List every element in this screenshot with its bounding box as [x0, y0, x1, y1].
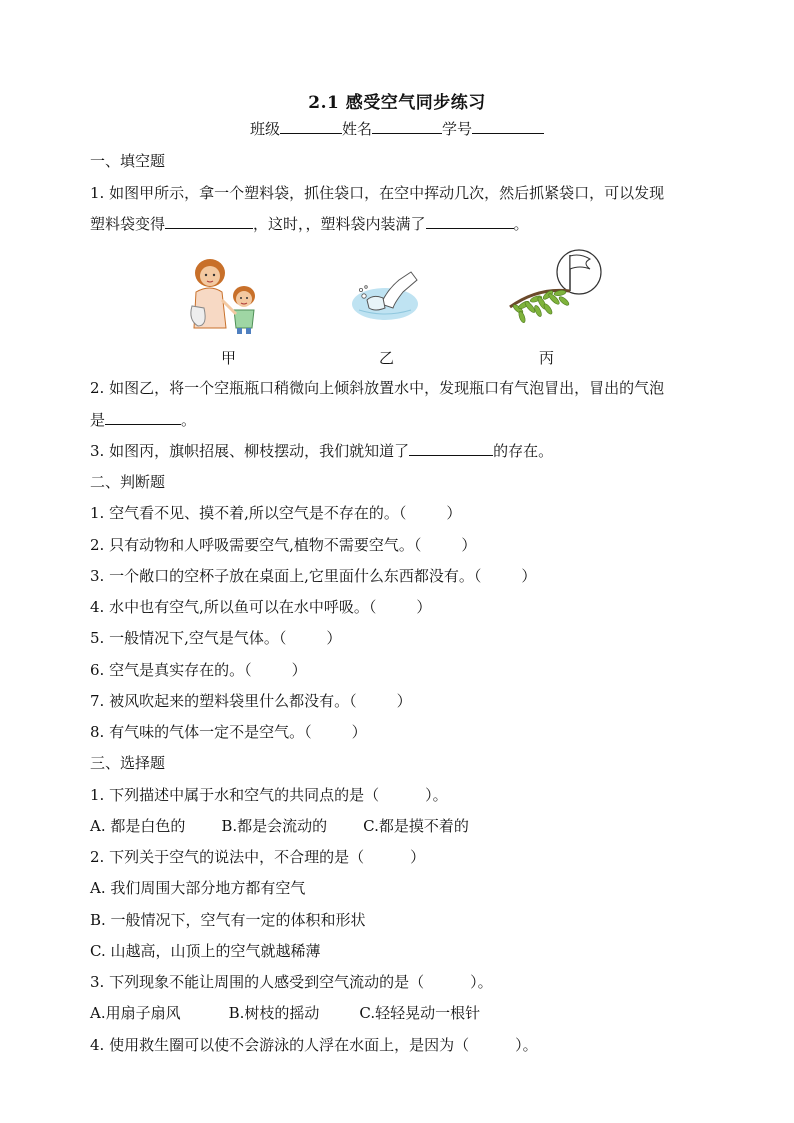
fill-q1-line2: 塑料袋变得 ，这时，，塑料袋内装满了 。 [90, 215, 529, 233]
choice-q2-opt-a: A. 我们周围大部分地方都有空气 [90, 879, 306, 897]
choice-q1-opt-c: C.都是摸不着的 [363, 817, 469, 835]
judge-item-7: 7. 被风吹起来的塑料袋里什么都没有。（ ） [90, 692, 412, 710]
judge-item-8: 8. 有气味的气体一定不是空气。（ ） [90, 723, 367, 741]
class-blank [280, 119, 342, 134]
choice-q3-opt-c: C.轻轻晃动一根针 [359, 1004, 481, 1022]
fill-q2-line1: 2. 如图乙，将一个空瓶瓶口稍微向上倾斜放置水中，发现瓶口有气泡冒出，冒出的气泡 [90, 379, 665, 397]
fill-q3: 3. 如图丙，旗帜招展、柳枝摆动，我们就知道了 的存在。 [90, 442, 554, 460]
section-judge-heading: 二、判断题 [90, 473, 166, 491]
judge-item-1: 1. 空气看不见、摸不着,所以空气是不存在的。（ ） [90, 504, 462, 522]
fill-q3-blank [409, 441, 493, 456]
judge-item-4: 4. 水中也有空气,所以鱼可以在水中呼吸。（ ） [90, 598, 432, 616]
choice-q1-options [90, 816, 469, 836]
choice-q1-opt-b: B.都是会流动的 [221, 817, 328, 835]
choice-q1-opt-a: A. 都是白色的 [90, 817, 186, 835]
judge-item-6: 6. 空气是真实存在的。（ ） [90, 661, 307, 679]
judge-item-5: 5. 一般情况下,空气是气体。（ ） [90, 629, 342, 647]
judge-item-3: 3. 一个敞口的空杯子放在桌面上,它里面什么东西都没有。（ ） [90, 567, 537, 585]
choice-q3-opt-a: A.用扇子扇风 [90, 1004, 181, 1022]
student-info [0, 118, 794, 139]
choice-q3: 3. 下列现象不能让周围的人感受到空气流动的是（ ）。 [90, 973, 493, 991]
name-label: 姓名 [341, 120, 372, 138]
fill-q2-blank [105, 410, 181, 425]
fill-q1-blank-1 [165, 214, 253, 229]
choice-q4: 4. 使用救生圈可以使不会游泳的人浮在水面上，是因为（ ）。 [90, 1036, 538, 1054]
choice-q2: 2. 下列关于空气的说法中，不合理的是（ ） [90, 848, 426, 866]
name-blank [372, 119, 442, 134]
id-label: 学号 [442, 120, 473, 138]
choice-q3-opt-b: B.树枝的摇动 [228, 1004, 320, 1022]
choice-q2-opt-c: C. 山越高，山顶上的空气就越稀薄 [90, 942, 321, 960]
figure-label-yi: 乙 [379, 349, 395, 367]
id-blank [472, 119, 544, 134]
judge-item-2: 2. 只有动物和人呼吸需要空气,植物不需要空气。（ ） [90, 536, 477, 554]
section-fill-heading: 一、填空题 [90, 152, 166, 170]
figure-jia-illustration [186, 256, 270, 336]
section-choice-heading: 三、选择题 [90, 754, 166, 772]
class-label: 班级 [249, 120, 280, 138]
figure-label-bing: 丙 [539, 349, 555, 367]
choice-q3-options [90, 1003, 480, 1023]
choice-q2-opt-b: B. 一般情况下，空气有一定的体积和形状 [90, 911, 366, 929]
fill-q1-blank-2 [426, 214, 514, 229]
figure-yi-illustration [351, 270, 419, 322]
fill-q1-line1: 1. 如图甲所示，拿一个塑料袋，抓住袋口，在空中挥动几次，然后抓紧袋口，可以发现 [90, 184, 665, 202]
figure-label-jia: 甲 [221, 349, 237, 367]
page-title: 2.1 感受空气同步练习 [308, 93, 486, 113]
figure-bing-illustration [508, 247, 604, 329]
choice-q1: 1. 下列描述中属于水和空气的共同点的是（ ）。 [90, 786, 448, 804]
fill-q2-line2: 是 。 [90, 411, 197, 429]
